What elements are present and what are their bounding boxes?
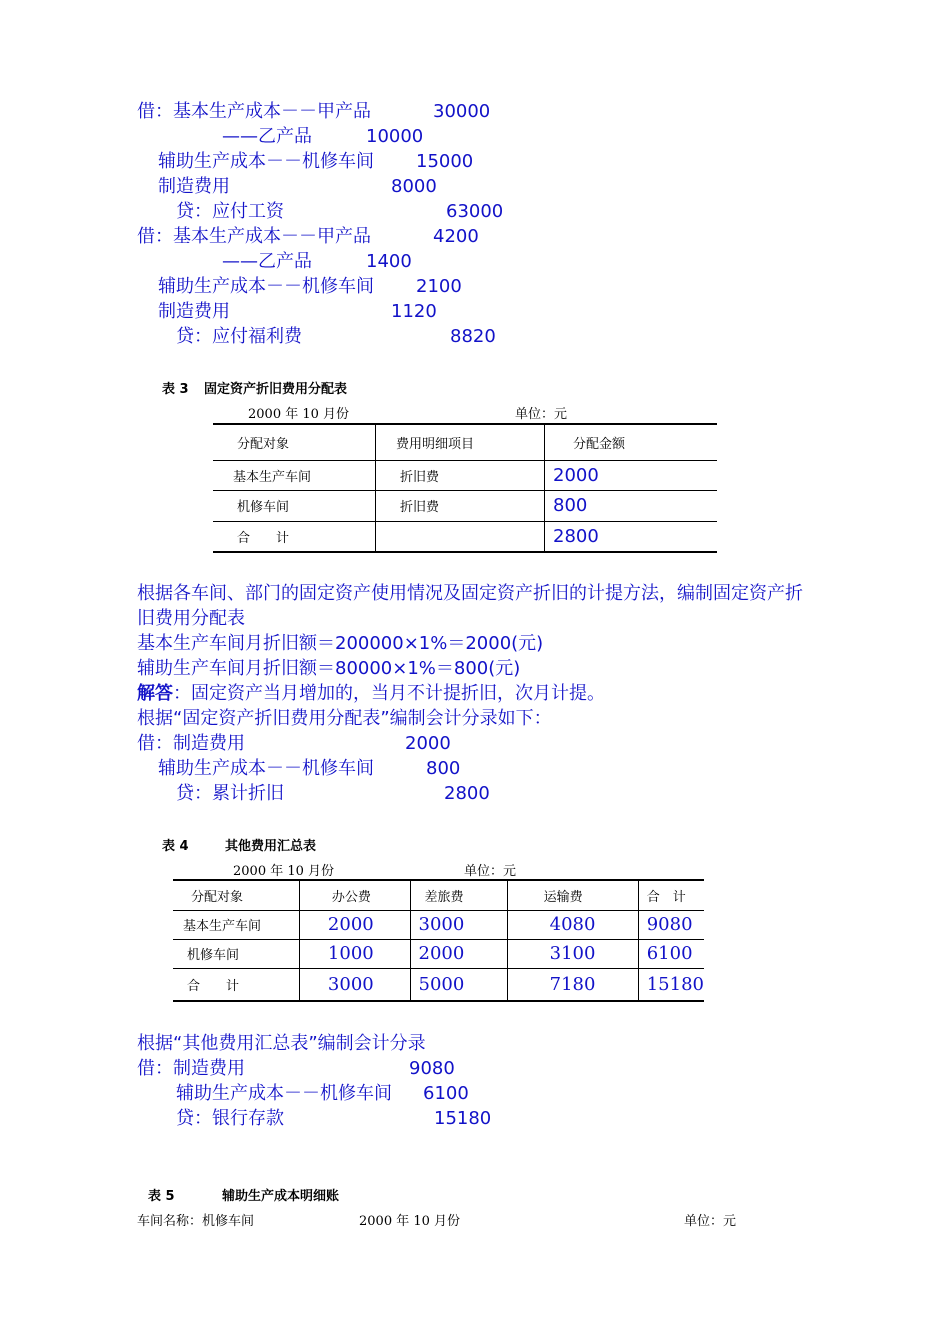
table-row (173, 968, 704, 1001)
entry3-line2-amount: 800 (426, 758, 461, 779)
entry2-line3-label: 辅助生产成本－－机修车间 (158, 276, 374, 297)
entry2-line2-label: ——乙产品 (222, 251, 312, 272)
table3-amount-cell: 2800 (545, 521, 718, 552)
table3-caption-number: 表 3 (162, 382, 189, 397)
table4-value-cell: 3000 (410, 910, 507, 939)
table3-header-cell: 费用明细项目 (376, 424, 545, 460)
table4-caption-title: 其他费用汇总表 (225, 839, 317, 854)
table3-unit: 单位：元 (515, 407, 568, 422)
entry2-line1-amount: 4200 (433, 226, 479, 247)
table5-caption-title: 辅助生产成本明细账 (222, 1189, 340, 1204)
table4-header-cell: 分配对象 (173, 880, 299, 910)
entry2-line3-amount: 2100 (416, 276, 462, 297)
entry3-line1-amount: 2000 (405, 733, 451, 754)
entry2-line4-amount: 1120 (391, 301, 437, 322)
entry1-line3-label: 辅助生产成本－－机修车间 (158, 151, 374, 172)
table4-period: 2000 年 10 月份 (233, 864, 335, 879)
table3-header-cell: 分配对象 (213, 424, 376, 460)
entry4-line2-label: 辅助生产成本－－机修车间 (176, 1083, 392, 1104)
answer-label: 解答 (137, 683, 173, 704)
table4-caption-number: 表 4 (162, 839, 189, 854)
entry1-line5-amount: 63000 (446, 201, 504, 222)
dep-formula-auxiliary: 辅助生产车间月折旧额＝80000×1%＝800(元) (137, 658, 521, 679)
table3-cell: 折旧费 (376, 460, 545, 490)
table4-header-row (173, 880, 704, 910)
dep-formula-basic: 基本生产车间月折旧额＝200000×1%＝2000(元) (137, 633, 544, 654)
table4-value-cell: 2000 (410, 939, 507, 968)
dep-paragraph-line2: 旧费用分配表 (137, 608, 245, 629)
table4 (173, 879, 704, 1002)
table4-value-cell: 1000 (299, 939, 410, 968)
table3 (213, 423, 717, 553)
table3-period: 2000 年 10 月份 (248, 407, 350, 422)
table4-value-cell: 2000 (299, 910, 410, 939)
other-entry-intro: 根据“其他费用汇总表”编制会计分录 (137, 1033, 426, 1054)
table4-cell: 机修车间 (173, 939, 299, 968)
entry4-line3-amount: 15180 (434, 1108, 492, 1129)
table4-value-cell: 3000 (299, 968, 410, 1001)
table4-header-cell: 差旅费 (410, 880, 507, 910)
table4-header-cell: 办公费 (299, 880, 410, 910)
table-row (213, 490, 717, 521)
entry4-line3-label: 贷：银行存款 (176, 1108, 284, 1129)
table4-value-cell: 3100 (507, 939, 638, 968)
entry2-line1-label: 借：基本生产成本－－甲产品 (137, 226, 371, 247)
table3-cell (376, 521, 545, 552)
table4-value-cell: 6100 (638, 939, 704, 968)
table3-header-row (213, 424, 717, 460)
table-row (213, 521, 717, 552)
table3-cell: 基本生产车间 (213, 460, 376, 490)
entry4-line2-amount: 6100 (423, 1083, 469, 1104)
dep-entry-intro: 根据“固定资产折旧费用分配表”编制会计分录如下： (137, 708, 552, 729)
table4-value-cell: 5000 (410, 968, 507, 1001)
table4-value-cell: 9080 (638, 910, 704, 939)
table4-header-cell: 合 计 (638, 880, 704, 910)
table4-value-cell: 7180 (507, 968, 638, 1001)
entry1-line2-label: ——乙产品 (222, 126, 312, 147)
table3-amount-cell: 2000 (545, 460, 718, 490)
table4-value-cell: 4080 (507, 910, 638, 939)
dep-paragraph-line1: 根据各车间、部门的固定资产使用情况及固定资产折旧的计提方法，编制固定资产折 (137, 583, 803, 604)
table4-value-cell: 15180 (638, 968, 704, 1001)
entry2-line4-label: 制造费用 (158, 301, 230, 322)
entry1-line3-amount: 15000 (416, 151, 474, 172)
table4-cell: 合 计 (173, 968, 299, 1001)
entry1-line2-amount: 10000 (366, 126, 424, 147)
table3-header-cell: 分配金额 (545, 424, 718, 460)
entry1-line4-label: 制造费用 (158, 176, 230, 197)
entry1-line4-amount: 8000 (391, 176, 437, 197)
entry2-line5-amount: 8820 (450, 326, 496, 347)
entry4-line1-label: 借：制造费用 (137, 1058, 245, 1079)
table5-unit: 单位：元 (684, 1214, 737, 1229)
table-row (213, 460, 717, 490)
entry3-line3-label: 贷：累计折旧 (176, 783, 284, 804)
entry2-line2-amount: 1400 (366, 251, 412, 272)
table3-amount-cell: 800 (545, 490, 718, 521)
entry1-line5-label: 贷：应付工资 (176, 201, 284, 222)
table4-cell: 基本生产车间 (173, 910, 299, 939)
table3-cell: 合 计 (213, 521, 376, 552)
table4-unit: 单位：元 (464, 864, 517, 879)
entry4-line1-amount: 9080 (409, 1058, 455, 1079)
table3-caption-title: 固定资产折旧费用分配表 (204, 382, 348, 397)
answer-text: ：固定资产当月增加的，当月不计提折旧，次月计提。 (173, 683, 605, 704)
entry1-line1-label: 借：基本生产成本－－甲产品 (137, 101, 371, 122)
entry2-line5-label: 贷：应付福利费 (176, 326, 302, 347)
table5-workshop: 车间名称：机修车间 (137, 1214, 255, 1229)
table3-cell: 机修车间 (213, 490, 376, 521)
entry1-line1-amount: 30000 (433, 101, 491, 122)
table-row (173, 910, 704, 939)
entry3-line1-label: 借：制造费用 (137, 733, 245, 754)
table5-caption-number: 表 5 (148, 1189, 175, 1204)
entry3-line2-label: 辅助生产成本－－机修车间 (158, 758, 374, 779)
table4-header-cell: 运输费 (507, 880, 638, 910)
table5-period: 2000 年 10 月份 (359, 1214, 461, 1229)
answer-line (137, 682, 605, 706)
table-row (173, 939, 704, 968)
entry3-line3-amount: 2800 (444, 783, 490, 804)
table3-cell: 折旧费 (376, 490, 545, 521)
